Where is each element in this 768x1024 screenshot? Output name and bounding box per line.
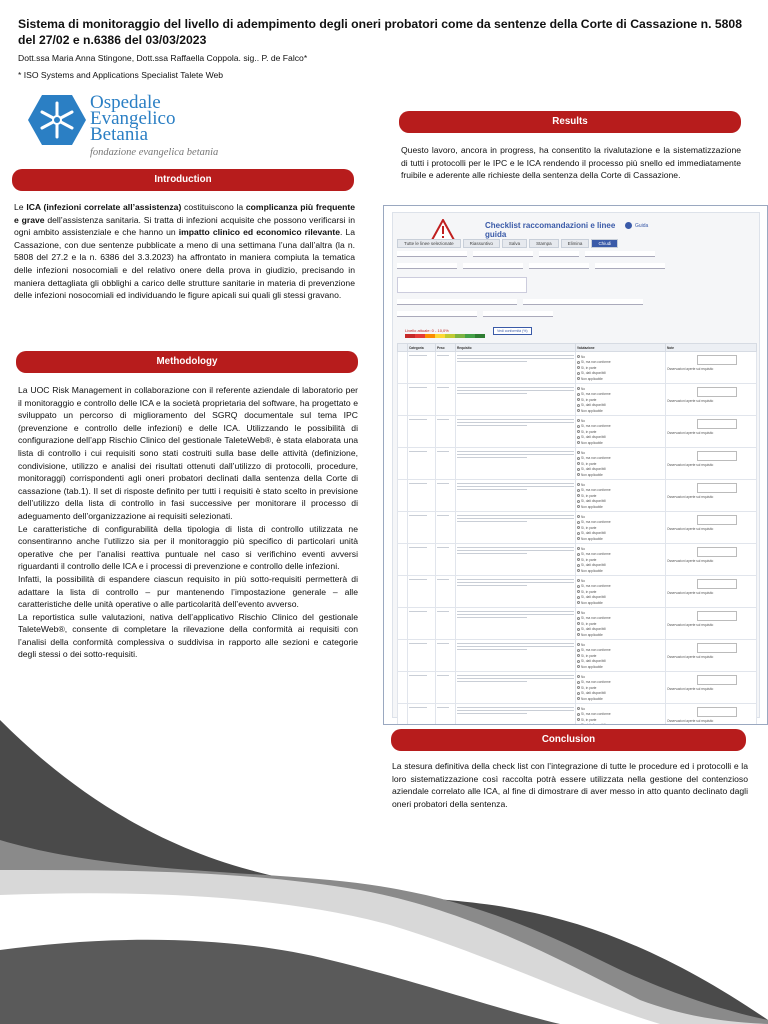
form-field[interactable] xyxy=(473,251,533,257)
table-cell xyxy=(666,384,757,416)
form-field[interactable] xyxy=(397,263,457,269)
evaluation-option[interactable]: No xyxy=(577,643,664,647)
evaluation-option[interactable]: No xyxy=(577,675,664,679)
evaluation-option[interactable]: Sì, ma non conforme xyxy=(577,648,664,652)
note-field[interactable] xyxy=(697,451,737,461)
radio-icon xyxy=(577,361,580,364)
radio-icon xyxy=(577,718,580,721)
radio-icon xyxy=(577,643,580,646)
methodology-heading: Methodology xyxy=(16,351,358,373)
toolbar-button[interactable]: Riassuntivo xyxy=(463,239,500,248)
toolbar-button[interactable]: Stampa xyxy=(529,239,559,248)
table-cell xyxy=(436,544,456,576)
evaluation-option[interactable]: No xyxy=(577,355,664,359)
radio-icon xyxy=(577,473,580,476)
methodology-paragraph: La UOC Risk Management in collaborazione con il referente aziendale di laboratorio per il monitoraggio e controllo delle ICA e la società proprietaria del software, ha progettato e sviluppato un percorso di miglioramento del SGRQ documentale sul tema IPC (prevenzione e controllo delle infezioni) e delle ICA. Utilizzando le possibilità di configurazione dell’app Rischio Clinico del gestionale TaleteWeb®, è stata elaborata una lista di controllo i cui requisiti sono stati costruiti sulla base delle attività (definizione, condivisione, utilizzo e analisi dei risultati ottenuti dall’utilizzo di protocolli, procedure, monitoraggi) corrispondenti agli oneri probatori declinati dalla sentenza della Corte di cassazione (tab.1). Il set di risposte definito per tutti i requisiti è stato scelto in previsione dell’utilizzo della lista di controllo in fasi successive per monitorare il processo di adeguamento dell’organizzazione ai requisiti selezionati. xyxy=(18,385,358,521)
conclusion-text: La stesura definitiva della check list con l’integrazione di tutte le procedure ed i protocolli e la loro sistematizzazione così raccolta potrà essere utilizzata nella gestione del contenzioso aziendale correlato alle ICA, al fine di dimostrare di aver messo in atto quanto declinato dagli oneri probatori della sentenza. xyxy=(392,761,748,809)
table-cell xyxy=(408,352,436,384)
radio-icon xyxy=(577,707,580,710)
table-cell xyxy=(398,512,408,544)
form-field[interactable] xyxy=(483,311,553,317)
poster-title: Sistema di monitoraggio del livello di adempimento degli oneri probatori come da sentenze della Corte di Cassazione n. 5808 del 27/02 e n.6386 del 03/03/2023 xyxy=(18,17,742,47)
radio-icon xyxy=(577,377,580,380)
radio-icon xyxy=(577,622,580,625)
table-cell xyxy=(408,384,436,416)
table-cell xyxy=(666,544,757,576)
evaluation-option[interactable]: No xyxy=(577,483,664,487)
affiliation: * ISO Systems and Applications Specialist Talete Web xyxy=(18,70,224,80)
logo-text-line2: Evangelico xyxy=(90,108,176,129)
help-link[interactable]: Guida xyxy=(625,222,648,229)
table-cell xyxy=(576,480,666,512)
introduction-text: Le ICA (infezioni correlate all’assistenza) costituiscono la complicanza più frequente e grave dell’assistenza sanitaria. Si tratta di infezioni acquisite che possono verificarsi in ogni ambito assistenziale e che hanno un impatto clinico ed economico rilevante. La Cassazione, con due sentenze pubblicate a meno di una settimana l’una dall’altra (la n. 5808 del 27.2 e la n. 6386 del 3.3.2023) ha affrontato in maniera compiuta la tematica delle infezioni nosocomiali e del relativo onere della prova in giudizio, precisando in maniera dettagliata gli obblighi a carico delle strutture sanitarie in materia di prevenzione delle infezioni nosocomiali ed individuando le figure apicali sui quali gli stessi gravano. xyxy=(14,202,356,301)
column-header: Note xyxy=(666,344,757,352)
radio-icon xyxy=(577,686,580,689)
evaluation-option[interactable]: Sì, in parte xyxy=(577,622,664,626)
table-cell xyxy=(456,640,576,672)
compliance-level: Livello attuale: 0 - 10,0% xyxy=(405,328,485,338)
form-field[interactable] xyxy=(539,251,579,257)
evaluation-option[interactable]: Sì, in parte xyxy=(577,686,664,690)
table-cell xyxy=(456,480,576,512)
methodology-text xyxy=(18,384,358,661)
table-cell xyxy=(398,576,408,608)
table-cell xyxy=(398,672,408,704)
table-row[interactable] xyxy=(398,448,757,480)
table-cell xyxy=(436,640,456,672)
radio-icon xyxy=(577,547,580,550)
table-cell xyxy=(576,384,666,416)
table-cell xyxy=(666,608,757,640)
note-label: Osservazioni aperte sul requisito xyxy=(667,559,714,563)
note-field[interactable] xyxy=(697,707,737,717)
evaluation-option[interactable]: No xyxy=(577,387,664,391)
help-icon xyxy=(625,222,632,229)
radio-icon xyxy=(577,468,580,471)
evaluation-option[interactable]: Sì, dati disponibili xyxy=(577,659,664,663)
radio-icon xyxy=(577,494,580,497)
radio-icon xyxy=(577,457,580,460)
radio-icon xyxy=(577,404,580,407)
compliance-gradient-bar xyxy=(405,334,485,338)
toolbar-button[interactable]: Salva xyxy=(502,239,527,248)
logo-text-line1: Ospedale xyxy=(90,92,161,113)
table-cell xyxy=(408,672,436,704)
radio-icon xyxy=(577,451,580,454)
radio-icon xyxy=(577,462,580,465)
radio-icon xyxy=(577,366,580,369)
table-cell xyxy=(436,352,456,384)
radio-icon xyxy=(577,675,580,678)
radio-icon xyxy=(577,537,580,540)
table-cell xyxy=(408,608,436,640)
table-cell xyxy=(436,448,456,480)
evaluation-option[interactable]: Sì, ma non conforme xyxy=(577,488,664,492)
evaluation-option[interactable]: Non applicabile xyxy=(577,601,664,605)
radio-icon xyxy=(577,697,580,700)
table-cell xyxy=(398,416,408,448)
radio-icon xyxy=(577,393,580,396)
table-cell xyxy=(576,352,666,384)
authors: Dott.ssa Maria Anna Stingone, Dott.ssa Raffaella Coppola. sig.. P. de Falco* xyxy=(18,53,308,63)
logo-text-line3: Betania xyxy=(90,124,149,145)
note-field[interactable] xyxy=(697,579,737,589)
checklist-title: Checklist raccomandazioni e linee guida xyxy=(485,221,616,239)
snowflake-cross-icon xyxy=(28,95,86,145)
evaluation-option[interactable]: Sì, in parte xyxy=(577,430,664,434)
table-cell xyxy=(666,480,757,512)
note-label: Osservazioni aperte sul requisito xyxy=(667,399,714,403)
radio-icon xyxy=(577,601,580,604)
table-cell xyxy=(436,384,456,416)
form-row xyxy=(397,299,643,307)
radio-icon xyxy=(577,430,580,433)
evaluation-option[interactable]: Sì, dati disponibili xyxy=(577,531,664,535)
checklist-screenshot xyxy=(383,205,768,725)
note-label: Osservazioni aperte sul requisito xyxy=(667,495,714,499)
evaluation-option[interactable]: Sì, dati disponibili xyxy=(577,435,664,439)
evaluation-option[interactable]: Sì, dati disponibili xyxy=(577,595,664,599)
table-cell xyxy=(576,544,666,576)
evaluation-option[interactable]: Sì, in parte xyxy=(577,718,664,722)
warning-icon xyxy=(431,219,455,241)
evaluation-option[interactable]: Non applicabile xyxy=(577,569,664,573)
table-cell xyxy=(456,704,576,726)
radio-icon xyxy=(577,489,580,492)
radio-icon xyxy=(577,713,580,716)
toolbar-button[interactable]: Chiudi xyxy=(591,239,618,248)
radio-icon xyxy=(577,660,580,663)
note-label: Osservazioni aperte sul requisito xyxy=(667,463,714,467)
evaluation-option[interactable]: Non applicabile xyxy=(577,537,664,541)
checklist-app-window xyxy=(392,212,760,725)
radio-icon xyxy=(577,387,580,390)
evaluation-option[interactable]: Sì, ma non conforme xyxy=(577,520,664,524)
note-label: Osservazioni aperte sul requisito xyxy=(667,431,714,435)
note-label: Osservazioni aperte sul requisito xyxy=(667,623,714,627)
toolbar-button[interactable]: Elimina xyxy=(561,239,590,248)
table-row[interactable] xyxy=(398,608,757,640)
table-cell xyxy=(666,352,757,384)
radio-icon xyxy=(577,724,580,725)
radio-icon xyxy=(577,398,580,401)
form-textarea[interactable] xyxy=(397,277,527,293)
radio-icon xyxy=(577,500,580,503)
evaluation-option[interactable]: Sì, in parte xyxy=(577,366,664,370)
radio-icon xyxy=(577,372,580,375)
note-label: Osservazioni aperte sul requisito xyxy=(667,591,714,595)
note-label: Osservazioni aperte sul requisito xyxy=(667,687,714,691)
radio-icon xyxy=(577,409,580,412)
note-field[interactable] xyxy=(697,675,737,685)
note-field[interactable] xyxy=(697,515,737,525)
logo-subtitle: fondazione evangelica betania xyxy=(90,147,219,158)
table-cell xyxy=(408,576,436,608)
radio-icon xyxy=(577,521,580,524)
radio-icon xyxy=(577,425,580,428)
table-row[interactable] xyxy=(398,640,757,672)
evaluation-option[interactable]: Non applicabile xyxy=(577,441,664,445)
conclusion-heading: Conclusion xyxy=(391,729,746,751)
column-header: Categoria xyxy=(408,344,436,352)
table-cell xyxy=(408,640,436,672)
evaluation-option[interactable]: No xyxy=(577,419,664,423)
evaluation-option[interactable]: Sì, in parte xyxy=(577,590,664,594)
evaluation-option[interactable]: Non applicabile xyxy=(577,505,664,509)
form-field[interactable] xyxy=(595,263,665,269)
table-cell xyxy=(408,448,436,480)
radio-icon xyxy=(577,526,580,529)
evaluation-option[interactable]: Sì, dati disponibili xyxy=(577,467,664,471)
table-cell xyxy=(576,576,666,608)
radio-icon xyxy=(577,553,580,556)
radio-icon xyxy=(577,436,580,439)
radio-icon xyxy=(577,564,580,567)
form-field[interactable] xyxy=(463,263,523,269)
checklist-toolbar xyxy=(397,239,618,248)
compliance-button[interactable]: Vedi conformità (%) xyxy=(493,327,532,335)
table-row[interactable] xyxy=(398,352,757,384)
table-cell xyxy=(398,544,408,576)
evaluation-option[interactable]: Sì, dati disponibili xyxy=(577,691,664,695)
form-field[interactable] xyxy=(529,263,589,269)
radio-icon xyxy=(577,579,580,582)
table-cell xyxy=(436,608,456,640)
table-cell xyxy=(398,448,408,480)
evaluation-option[interactable]: No xyxy=(577,547,664,551)
table-cell xyxy=(456,352,576,384)
table-cell xyxy=(576,640,666,672)
radio-icon xyxy=(577,355,580,358)
radio-icon xyxy=(577,505,580,508)
evaluation-option[interactable]: No xyxy=(577,707,664,711)
form-row xyxy=(397,277,527,285)
evaluation-option[interactable]: Sì, in parte xyxy=(577,462,664,466)
radio-icon xyxy=(577,569,580,572)
table-cell xyxy=(398,640,408,672)
table-cell xyxy=(576,512,666,544)
evaluation-option[interactable]: No xyxy=(577,451,664,455)
evaluation-option[interactable]: Non applicabile xyxy=(577,377,664,381)
evaluation-option[interactable]: Sì, dati disponibili xyxy=(577,723,664,725)
evaluation-option[interactable]: Sì, in parte xyxy=(577,398,664,402)
table-row[interactable] xyxy=(398,576,757,608)
table-row[interactable] xyxy=(398,416,757,448)
evaluation-option[interactable]: No xyxy=(577,515,664,519)
table-cell xyxy=(408,512,436,544)
form-row xyxy=(397,251,655,259)
radio-icon xyxy=(577,628,580,631)
table-cell xyxy=(576,608,666,640)
table-cell xyxy=(398,704,408,726)
note-label: Osservazioni aperte sul requisito xyxy=(667,367,714,371)
table-cell xyxy=(456,608,576,640)
radio-icon xyxy=(577,649,580,652)
evaluation-option[interactable]: Sì, dati disponibili xyxy=(577,499,664,503)
table-row[interactable] xyxy=(398,512,757,544)
form-field[interactable] xyxy=(397,311,477,317)
radio-icon xyxy=(577,419,580,422)
table-cell xyxy=(666,704,757,726)
table-cell xyxy=(436,416,456,448)
evaluation-option[interactable]: Sì, dati disponibili xyxy=(577,403,664,407)
evaluation-option[interactable]: Sì, ma non conforme xyxy=(577,456,664,460)
evaluation-option[interactable]: Non applicabile xyxy=(577,697,664,701)
results-heading: Results xyxy=(399,111,741,133)
radio-icon xyxy=(577,483,580,486)
radio-icon xyxy=(577,633,580,636)
evaluation-option[interactable]: Sì, in parte xyxy=(577,526,664,530)
table-cell xyxy=(436,512,456,544)
evaluation-option[interactable]: Sì, in parte xyxy=(577,558,664,562)
evaluation-option[interactable]: Non applicabile xyxy=(577,409,664,413)
radio-icon xyxy=(577,665,580,668)
form-row xyxy=(397,263,665,271)
table-row[interactable] xyxy=(398,384,757,416)
table-cell xyxy=(408,416,436,448)
evaluation-option[interactable]: Sì, in parte xyxy=(577,654,664,658)
evaluation-option[interactable]: Sì, ma non conforme xyxy=(577,552,664,556)
table-cell xyxy=(456,544,576,576)
column-header: Peso xyxy=(436,344,456,352)
radio-icon xyxy=(577,596,580,599)
table-cell xyxy=(436,576,456,608)
evaluation-option[interactable]: Sì, dati disponibili xyxy=(577,627,664,631)
table-cell xyxy=(398,352,408,384)
evaluation-option[interactable]: Sì, ma non conforme xyxy=(577,680,664,684)
form-field[interactable] xyxy=(397,299,517,305)
note-label: Osservazioni aperte sul requisito xyxy=(667,655,714,659)
note-field[interactable] xyxy=(697,387,737,397)
note-field[interactable] xyxy=(697,611,737,621)
note-label: Osservazioni aperte sul requisito xyxy=(667,527,714,531)
table-cell xyxy=(398,608,408,640)
methodology-paragraph: Infatti, la possibilità di espandere ciascun requisito in più sotto-requisiti permetterà di adattare la lista di controllo – pur mantenendo l’impostazione generale – alle caratteristiche delle unità operative o alle particolarità dell’evento avverso. xyxy=(18,573,358,610)
table-cell xyxy=(456,448,576,480)
form-field[interactable] xyxy=(585,251,655,257)
note-field[interactable] xyxy=(697,547,737,557)
table-cell xyxy=(456,384,576,416)
column-header: Requisito xyxy=(456,344,576,352)
table-cell xyxy=(408,704,436,726)
radio-icon xyxy=(577,654,580,657)
note-label: Osservazioni aperte sul requisito xyxy=(667,719,714,723)
radio-icon xyxy=(577,558,580,561)
table-cell xyxy=(456,416,576,448)
radio-icon xyxy=(577,617,580,620)
note-field[interactable] xyxy=(697,483,737,493)
evaluation-option[interactable]: Non applicabile xyxy=(577,665,664,669)
form-field[interactable] xyxy=(523,299,643,305)
evaluation-option[interactable]: Sì, ma non conforme xyxy=(577,360,664,364)
table-cell xyxy=(666,576,757,608)
table-cell xyxy=(576,448,666,480)
methodology-paragraph: La reportistica sulle valutazioni, nativa dell’applicativo Rischio Clinico del gestionale TaleteWeb®, consente di completare la rilevazione della conformità ai requisiti con l’analisi della conformità complessiva o suddivisa in rapporto alle sezioni e categorie degli stessi o dei sotto-requisiti. xyxy=(18,611,358,660)
column-header: Valutazione xyxy=(576,344,666,352)
table-cell xyxy=(456,512,576,544)
note-field[interactable] xyxy=(697,355,737,365)
radio-icon xyxy=(577,441,580,444)
radio-icon xyxy=(577,611,580,614)
evaluation-option[interactable]: Non applicabile xyxy=(577,633,664,637)
evaluation-option[interactable]: Sì, ma non conforme xyxy=(577,424,664,428)
radio-icon xyxy=(577,515,580,518)
evaluation-option[interactable]: Sì, in parte xyxy=(577,494,664,498)
toolbar-button[interactable]: Tutte le linee selezionate xyxy=(397,239,461,248)
table-cell xyxy=(398,384,408,416)
form-field[interactable] xyxy=(397,251,467,257)
table-cell xyxy=(666,512,757,544)
checklist-table xyxy=(397,343,757,725)
evaluation-option[interactable]: Sì, ma non conforme xyxy=(577,712,664,716)
evaluation-option[interactable]: Non applicabile xyxy=(577,473,664,477)
table-cell xyxy=(576,672,666,704)
radio-icon xyxy=(577,532,580,535)
table-cell xyxy=(456,576,576,608)
table-cell xyxy=(666,416,757,448)
table-cell xyxy=(408,480,436,512)
checklist-table-body xyxy=(398,352,757,726)
table-cell xyxy=(436,704,456,726)
table-cell xyxy=(456,672,576,704)
table-row[interactable] xyxy=(398,544,757,576)
table-cell xyxy=(436,480,456,512)
evaluation-option[interactable]: Sì, ma non conforme xyxy=(577,616,664,620)
table-cell xyxy=(436,672,456,704)
evaluation-option[interactable]: No xyxy=(577,579,664,583)
radio-icon xyxy=(577,692,580,695)
evaluation-option[interactable]: No xyxy=(577,611,664,615)
hospital-logo xyxy=(28,92,268,164)
table-cell xyxy=(398,480,408,512)
table-cell xyxy=(666,448,757,480)
radio-icon xyxy=(577,590,580,593)
table-row[interactable] xyxy=(398,672,757,704)
radio-icon xyxy=(577,681,580,684)
table-row[interactable] xyxy=(398,480,757,512)
table-row[interactable] xyxy=(398,704,757,726)
evaluation-option[interactable]: Sì, ma non conforme xyxy=(577,584,664,588)
note-field[interactable] xyxy=(697,643,737,653)
evaluation-option[interactable]: Sì, dati disponibili xyxy=(577,563,664,567)
radio-icon xyxy=(577,585,580,588)
table-cell xyxy=(666,640,757,672)
introduction-heading: Introduction xyxy=(12,169,354,191)
results-text: Questo lavoro, ancora in progress, ha consentito la rivalutazione e la sistematizzazione di tutti i protocolli per le IPC e le ICA rendendo il processo più snello ed immediatamente fruibile e aderente alle richieste della sentenza della Corte di Cassazione. xyxy=(401,145,741,181)
table-cell xyxy=(666,672,757,704)
note-field[interactable] xyxy=(697,419,737,429)
methodology-paragraph: Le caratteristiche di configurabilità della tipologia di lista di controllo utilizzata ne consentiranno anche l’utilizzo sia per il monitoraggio più specifico di particolari unità operative che per l’analisi reattiva puntuale nel caso si verifichino eventi avversi riguardanti il controllo delle ICA e i processi di prevenzione e controllo delle infezioni. xyxy=(18,523,358,572)
table-cell xyxy=(408,544,436,576)
form-row xyxy=(397,311,553,319)
table-cell xyxy=(576,704,666,726)
evaluation-option[interactable]: Sì, ma non conforme xyxy=(577,392,664,396)
table-cell xyxy=(576,416,666,448)
evaluation-option[interactable]: Sì, dati disponibili xyxy=(577,371,664,375)
